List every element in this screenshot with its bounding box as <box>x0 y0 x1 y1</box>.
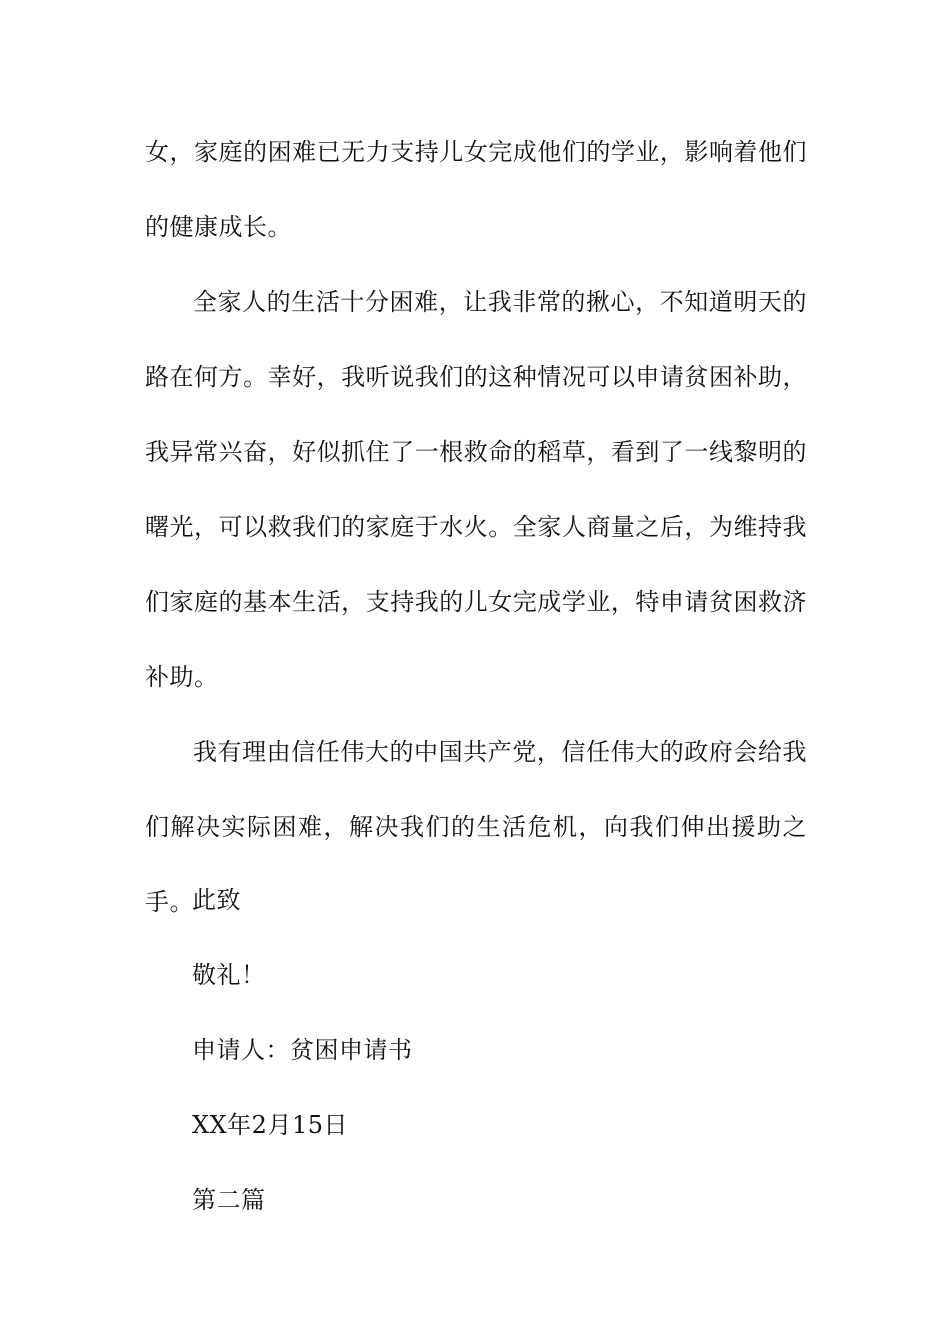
letter-body <box>145 115 807 940</box>
salutation-ci-zhi: 此致 <box>192 886 241 914</box>
paragraph-continuation: 女，家庭的困难已无力支持儿女完成他们的学业，影响着他们的健康成长。 <box>145 138 807 241</box>
date-line: XX年2月15日 <box>192 1111 348 1139</box>
section-heading: 第二篇 <box>192 1186 266 1214</box>
paragraph-trust: 我有理由信任伟大的中国共产党，信任伟大的政府会给我们解决实际困难，解决我们的生活危机，向我们伸出援助之手。 <box>145 738 807 916</box>
paragraph-hardship: 全家人的生活十分困难，让我非常的揪心，不知道明天的路在何方。幸好，我听说我们的这种情况可以申请贫困补助，我异常兴奋，好似抓住了一根救命的稻草，看到了一线黎明的曙光，可以救我们的家庭于水火。全家人商量之后，为维持我们家庭的基本生活，支持我的儿女完成学业，特申请贫困救济补助。 <box>145 288 807 691</box>
applicant-line: 申请人：贫困申请书 <box>192 1036 413 1064</box>
salutation-jing-li: 敬礼！ <box>192 961 266 989</box>
